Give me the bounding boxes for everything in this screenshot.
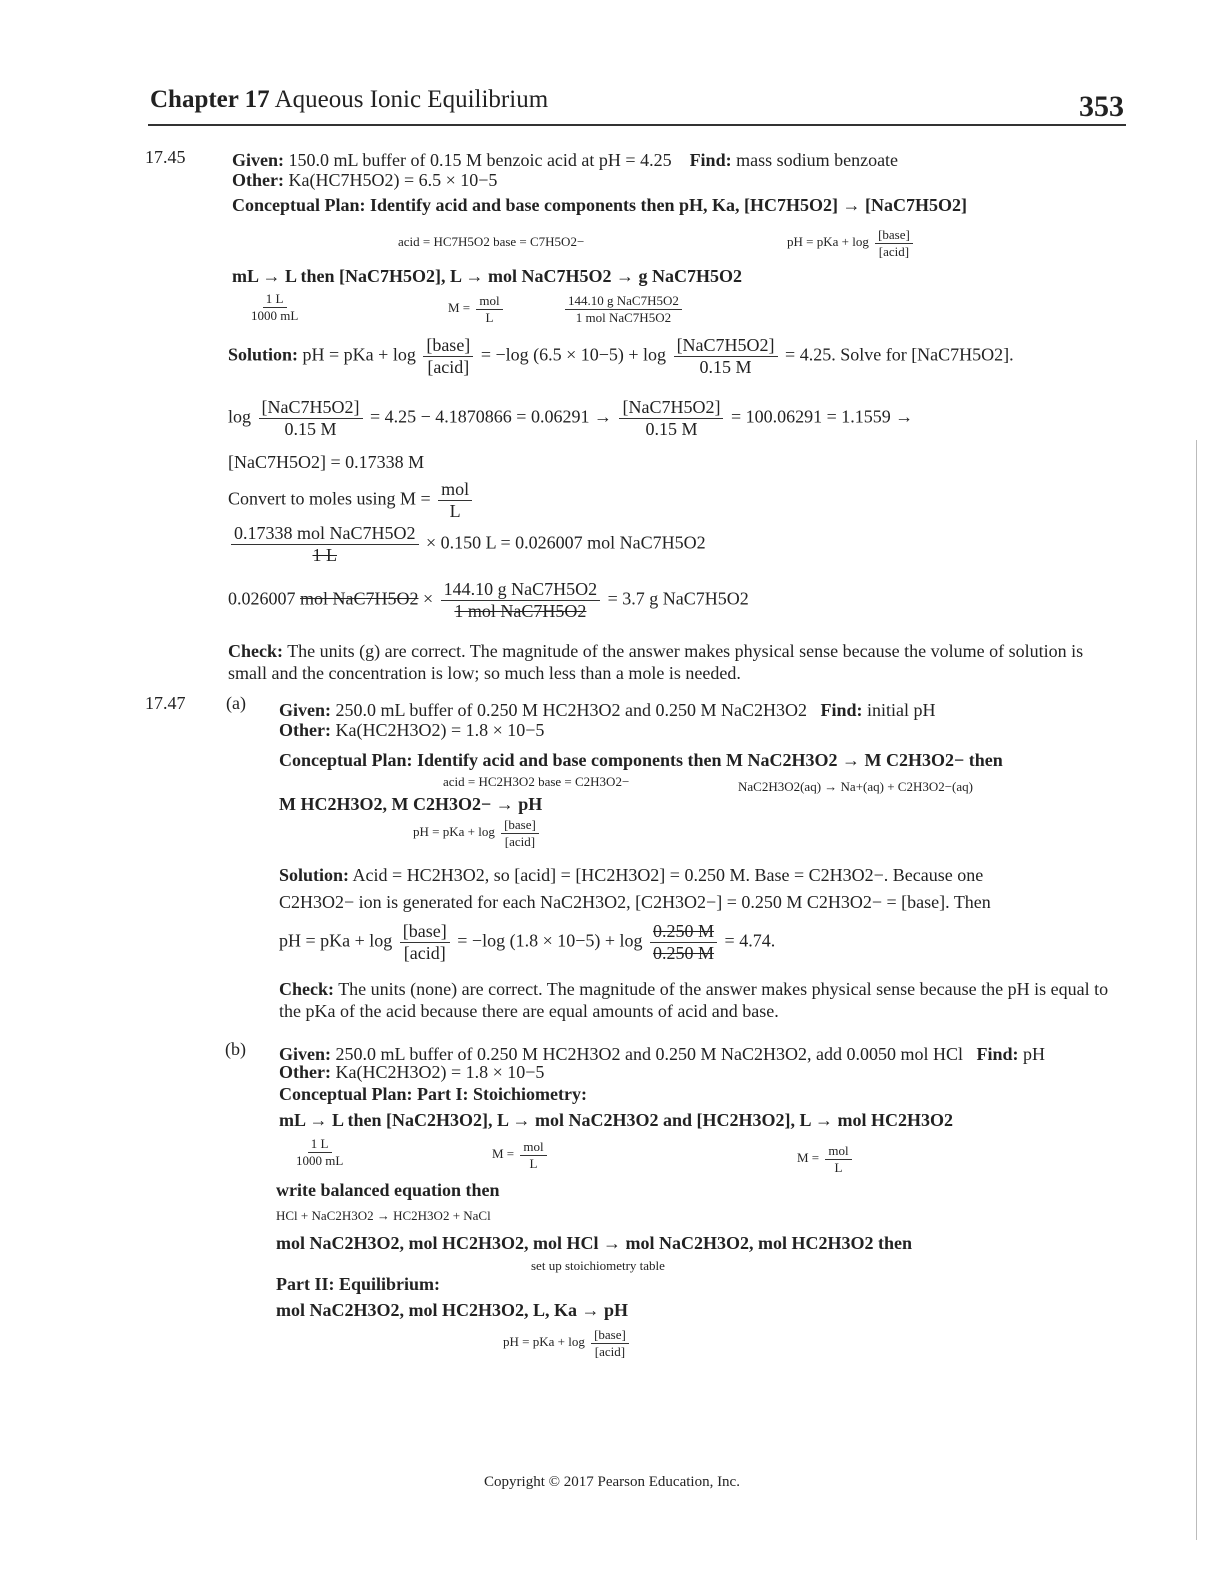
chapter-heading	[150, 86, 548, 114]
chapter-title: Aqueous Ionic Equilibrium	[274, 86, 549, 113]
conversion-factor: M = $\frac{\text{mol}}{L}$	[492, 1140, 550, 1170]
other-line: Other: Ka(HC2H3O2) = 1.8 × 10−5	[279, 1062, 545, 1082]
problem-number: 17.47	[145, 693, 186, 713]
conversion-factor: M = $\frac{\text{mol}}{L}$	[448, 294, 506, 324]
reaction-equation: HCl + NaC2H3O2 → HC2H3O2 + NaCl	[276, 1208, 491, 1223]
plan-step: M HC2H3O2, M C2H3O2− → pH	[279, 794, 543, 814]
solution-line: [NaC7H5O2] = 0.17338 M	[228, 452, 425, 472]
part-label: (b)	[225, 1039, 246, 1059]
plan-step: mol NaC2H3O2, mol HC2H3O2, L, Ka → pH	[276, 1300, 629, 1320]
plan-step: Part II: Equilibrium:	[276, 1274, 441, 1294]
plan-step: mL → L then [NaC7H5O2], L → mol NaC7H5O2 → g NaC7H5O2	[232, 266, 743, 286]
copyright-footer: Copyright © 2017 Pearson Education, Inc.	[484, 1474, 740, 1490]
plan-equation: pH = pKa + log $\frac{\text{[base]}}{\text{[acid]}}$	[413, 818, 542, 848]
plan-step: write balanced equation then	[276, 1180, 500, 1200]
plan-step: mol NaC2H3O2, mol HC2H3O2, mol HCl → mol NaC2H3O2, mol HC2H3O2 then	[276, 1233, 912, 1253]
plan-step: mL → L then [NaC2H3O2], L → mol NaC2H3O2 and [HC2H3O2], L → mol HC2H3O2	[279, 1110, 954, 1130]
given-line: Given: 250.0 mL buffer of 0.250 M HC2H3O2 and 0.250 M NaC2H3O2, add 0.0050 mol HCl Find: pH	[279, 1044, 1045, 1064]
page-number: 353	[1079, 90, 1124, 123]
problem-number: 17.45	[145, 147, 186, 167]
given-line: Given: 250.0 mL buffer of 0.250 M HC2H3O2 and 0.250 M NaC2H3O2 Find: initial pH	[279, 700, 936, 720]
given-line: Given: 150.0 mL buffer of 0.15 M benzoic acid at pH = 4.25 Find: mass sodium benzoate	[232, 150, 899, 170]
header-rule	[148, 124, 1126, 126]
conversion-factor: $\frac{1 L}{1000 mL}$	[251, 291, 299, 323]
fraction: $\frac{\text{[base]}}{\text{[acid]}}$	[875, 228, 913, 258]
solution-line: Convert to moles using M = $\frac{\text{mol}}{L}$	[228, 480, 475, 521]
plan-equation: pH = pKa + log $\frac{\text{[base]}}{\text{[acid]}}$	[787, 228, 916, 258]
solution-line: Solution: Acid = HC2H3O2, so [acid] = [HC2H3O2] = 0.250 M. Base = C2H3O2−. Because one	[279, 865, 984, 885]
plan-equation: pH = pKa + log $\frac{\text{[base]}}{\text{[acid]}}$	[503, 1328, 632, 1358]
check-paragraph: Check: The units (g) are correct. The magnitude of the answer makes physical sense because the volume of solution is small and the concentration is low; so much less than a mole is needed.	[228, 641, 1084, 683]
conceptual-plan: Conceptual Plan: Part I: Stoichiometry:	[279, 1084, 587, 1104]
conversion-factor: $\frac{\text{144.10 g NaC7H5O2}}{\text{1 mol NaC7H5O2}}$	[562, 294, 685, 324]
solution-line: $\frac{\text{0.17338 mol NaC7H5O2}}{1 L}$ × 0.150 L = 0.026007 mol NaC7H5O2	[228, 524, 706, 565]
other-line: Other: Ka(HC7H5O2) = 6.5 × 10−5	[232, 170, 498, 190]
other-line: Other: Ka(HC2H3O2) = 1.8 × 10−5	[279, 720, 545, 740]
conversion-factor: M = $\frac{\text{mol}}{L}$	[797, 1144, 855, 1174]
chapter-label: Chapter 17	[150, 86, 270, 113]
check-paragraph: Check: The units (none) are correct. The magnitude of the answer makes physical sense because the pH is equal to the pKa of the acid because there are equal amounts of acid and base.	[279, 979, 1109, 1021]
scan-edge	[1196, 440, 1197, 1540]
conceptual-plan: Conceptual Plan: Identify acid and base components then pH, Ka, [HC7H5O2] → [NaC7H5O2]	[232, 195, 968, 215]
plan-note: NaC2H3O2(aq) → Na+(aq) + C2H3O2−(aq)	[738, 779, 973, 794]
plan-note: acid = HC7H5O2 base = C7H5O2−	[398, 234, 585, 249]
conversion-factor: $\frac{1 L}{1000 mL}$	[296, 1136, 344, 1168]
solution-line: Solution: pH = pKa + log $\frac{\text{[base]}}{\text{[acid]}}$ = −log (6.5 × 10−5) + log $\frac{\text{[NaC7H5O2]}}{0.15 M}$ = 4.25. Solve for [NaC7H5O2].	[228, 335, 1014, 377]
solution-line: log $\frac{\text{[NaC7H5O2]}}{0.15 M}$ = 4.25 − 4.1870866 = 0.06291 → $\frac{\text{[NaC7H5O2]}}{0.15 M}$ = 100.06291 = 1.1559 →	[228, 397, 914, 439]
solution-line: pH = pKa + log $\frac{\text{[base]}}{\text{[acid]}}$ = −log (1.8 × 10−5) + log $\frac{0.250 M}{0.250 M}$ = 4.74.	[279, 921, 776, 963]
part-label: (a)	[226, 693, 246, 713]
plan-note: set up stoichiometry table	[531, 1258, 665, 1273]
conceptual-plan: Conceptual Plan: Identify acid and base components then M NaC2H3O2 → M C2H3O2− then	[279, 750, 1003, 770]
solution-line: C2H3O2− ion is generated for each NaC2H3O2, [C2H3O2−] = 0.250 M C2H3O2− = [base]. Then	[279, 892, 991, 912]
solution-line: 0.026007 mol NaC7H5O2 × $\frac{\text{144.10 g NaC7H5O2}}{\text{1 mol NaC7H5O2}}$ = 3.7 g NaC7H5O2	[228, 579, 749, 621]
plan-note: acid = HC2H3O2 base = C2H3O2−	[443, 774, 630, 789]
